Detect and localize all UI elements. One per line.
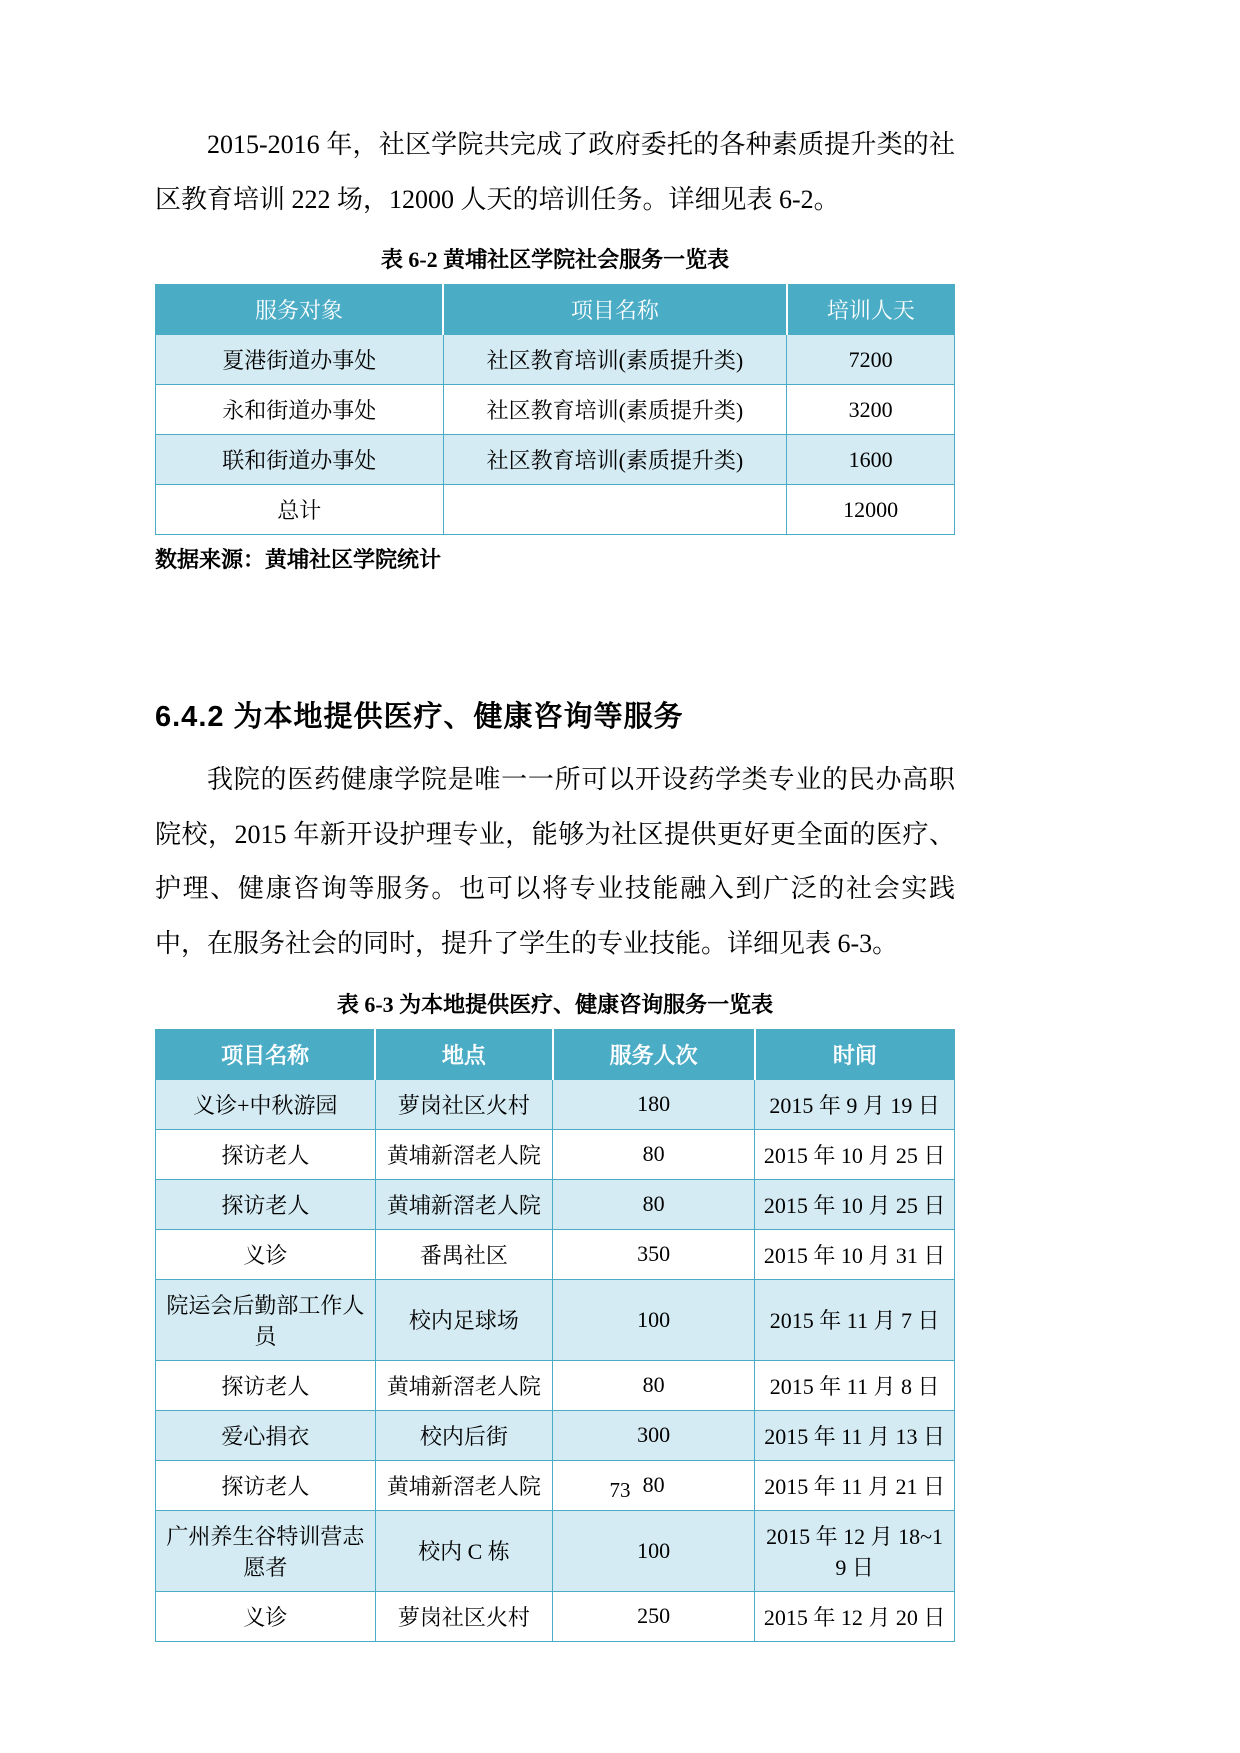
table-cell: 250 <box>553 1591 755 1641</box>
table-6-2-header-row <box>156 285 955 335</box>
table-6-3 <box>155 1029 955 1642</box>
table-cell: 2015 年 12 月 18~19 日 <box>755 1510 955 1591</box>
table-row <box>156 1510 955 1591</box>
table-cell: 总计 <box>156 485 444 535</box>
table-6-3-caption: 表 6-3 为本地提供医疗、健康咨询服务一览表 <box>336 991 774 1017</box>
table-row <box>156 1079 955 1129</box>
table-cell: 联和街道办事处 <box>156 435 444 485</box>
table-cell: 300 <box>553 1410 755 1460</box>
table-cell: 2015 年 11 月 21 日 <box>755 1460 955 1510</box>
table-cell: 100 <box>553 1510 755 1591</box>
table-row <box>156 335 955 385</box>
table-cell: 2015 年 12 月 20 日 <box>755 1591 955 1641</box>
table-cell: 校内后街 <box>375 1410 552 1460</box>
table-cell: 校内足球场 <box>375 1279 552 1360</box>
column-header: 培训人天 <box>787 285 955 335</box>
table-row <box>156 1360 955 1410</box>
table-cell: 院运会后勤部工作人员 <box>156 1279 376 1360</box>
table-cell: 2015 年 10 月 25 日 <box>755 1179 955 1229</box>
table-6-2-source-note: 数据来源：黄埔社区学院统计 <box>155 547 442 573</box>
table-cell: 探访老人 <box>156 1460 376 1510</box>
table-row <box>156 1591 955 1641</box>
page-number: 73 <box>609 1478 631 1502</box>
body-paragraph: 我院的医药健康学院是唯一一所可以开设药学类专业的民办高职院校，2015 年新开设护理专业，能够为社区提供更好更全面的医疗、护理、健康咨询等服务。也可以将专业技能融入到广泛的社会实践中，在服务社会的同时，提升了学生的专业技能。详细见表 6-3。 <box>155 765 955 958</box>
table-6-2 <box>155 284 955 535</box>
table-cell: 80 <box>553 1179 755 1229</box>
table-row <box>156 1279 955 1360</box>
table-cell: 2015 年 11 月 8 日 <box>755 1360 955 1410</box>
intro-paragraph: 2015-2016 年，社区学院共完成了政府委托的各种素质提升类的社区教育培训 222 场，12000 人天的培训任务。详细见表 6-2。 <box>155 130 955 214</box>
table-cell: 100 <box>553 1279 755 1360</box>
table-row <box>156 1410 955 1460</box>
table-cell: 探访老人 <box>156 1360 376 1410</box>
column-header: 项目名称 <box>156 1029 376 1079</box>
table-cell: 2015 年 9 月 19 日 <box>755 1079 955 1129</box>
table-cell: 义诊+中秋游园 <box>156 1079 376 1129</box>
table-cell: 80 <box>553 1360 755 1410</box>
column-header: 服务对象 <box>156 285 444 335</box>
table-cell: 2015 年 11 月 13 日 <box>755 1410 955 1460</box>
table-cell: 夏港街道办事处 <box>156 335 444 385</box>
table-cell: 黄埔新滘老人院 <box>375 1460 552 1510</box>
table-cell: 广州养生谷特训营志愿者 <box>156 1510 376 1591</box>
table-cell: 1600 <box>787 435 955 485</box>
table-cell: 80 <box>553 1129 755 1179</box>
table-cell: 番禺社区 <box>375 1229 552 1279</box>
column-header: 时间 <box>755 1029 955 1079</box>
table-6-2-caption: 表 6-2 黄埔社区学院社会服务一览表 <box>380 247 730 273</box>
table-cell: 义诊 <box>156 1591 376 1641</box>
column-header: 项目名称 <box>443 285 787 335</box>
table-cell: 80 <box>553 1460 755 1510</box>
table-cell: 义诊 <box>156 1229 376 1279</box>
table-cell: 社区教育培训(素质提升类) <box>443 435 787 485</box>
table-cell: 社区教育培训(素质提升类) <box>443 385 787 435</box>
table-cell: 探访老人 <box>156 1129 376 1179</box>
table-cell: 7200 <box>787 335 955 385</box>
table-row <box>156 1179 955 1229</box>
table-cell: 黄埔新滘老人院 <box>375 1129 552 1179</box>
table-cell: 12000 <box>787 485 955 535</box>
table-cell: 3200 <box>787 385 955 435</box>
table-cell: 2015 年 10 月 25 日 <box>755 1129 955 1179</box>
table-cell: 社区教育培训(素质提升类) <box>443 335 787 385</box>
table-cell: 350 <box>553 1229 755 1279</box>
table-cell: 黄埔新滘老人院 <box>375 1179 552 1229</box>
table-cell: 永和街道办事处 <box>156 385 444 435</box>
column-header: 地点 <box>375 1029 552 1079</box>
table-cell: 爱心捐衣 <box>156 1410 376 1460</box>
table-row <box>156 385 955 435</box>
column-header: 服务人次 <box>553 1029 755 1079</box>
table-row <box>156 1229 955 1279</box>
section-heading-6-4-2: 6.4.2 为本地提供医疗、健康咨询等服务 <box>155 701 684 734</box>
table-cell: 萝岗社区火村 <box>375 1079 552 1129</box>
table-cell: 校内 C 栋 <box>375 1510 552 1591</box>
table-row <box>156 435 955 485</box>
table-cell: 探访老人 <box>156 1179 376 1229</box>
table-cell: 萝岗社区火村 <box>375 1591 552 1641</box>
table-row <box>156 1129 955 1179</box>
table-cell: 黄埔新滘老人院 <box>375 1360 552 1410</box>
table-cell: 2015 年 11 月 7 日 <box>755 1279 955 1360</box>
table-cell <box>443 485 787 535</box>
table-row <box>156 485 955 535</box>
table-6-3-header-row <box>156 1029 955 1079</box>
table-cell: 2015 年 10 月 31 日 <box>755 1229 955 1279</box>
table-cell: 180 <box>553 1079 755 1129</box>
